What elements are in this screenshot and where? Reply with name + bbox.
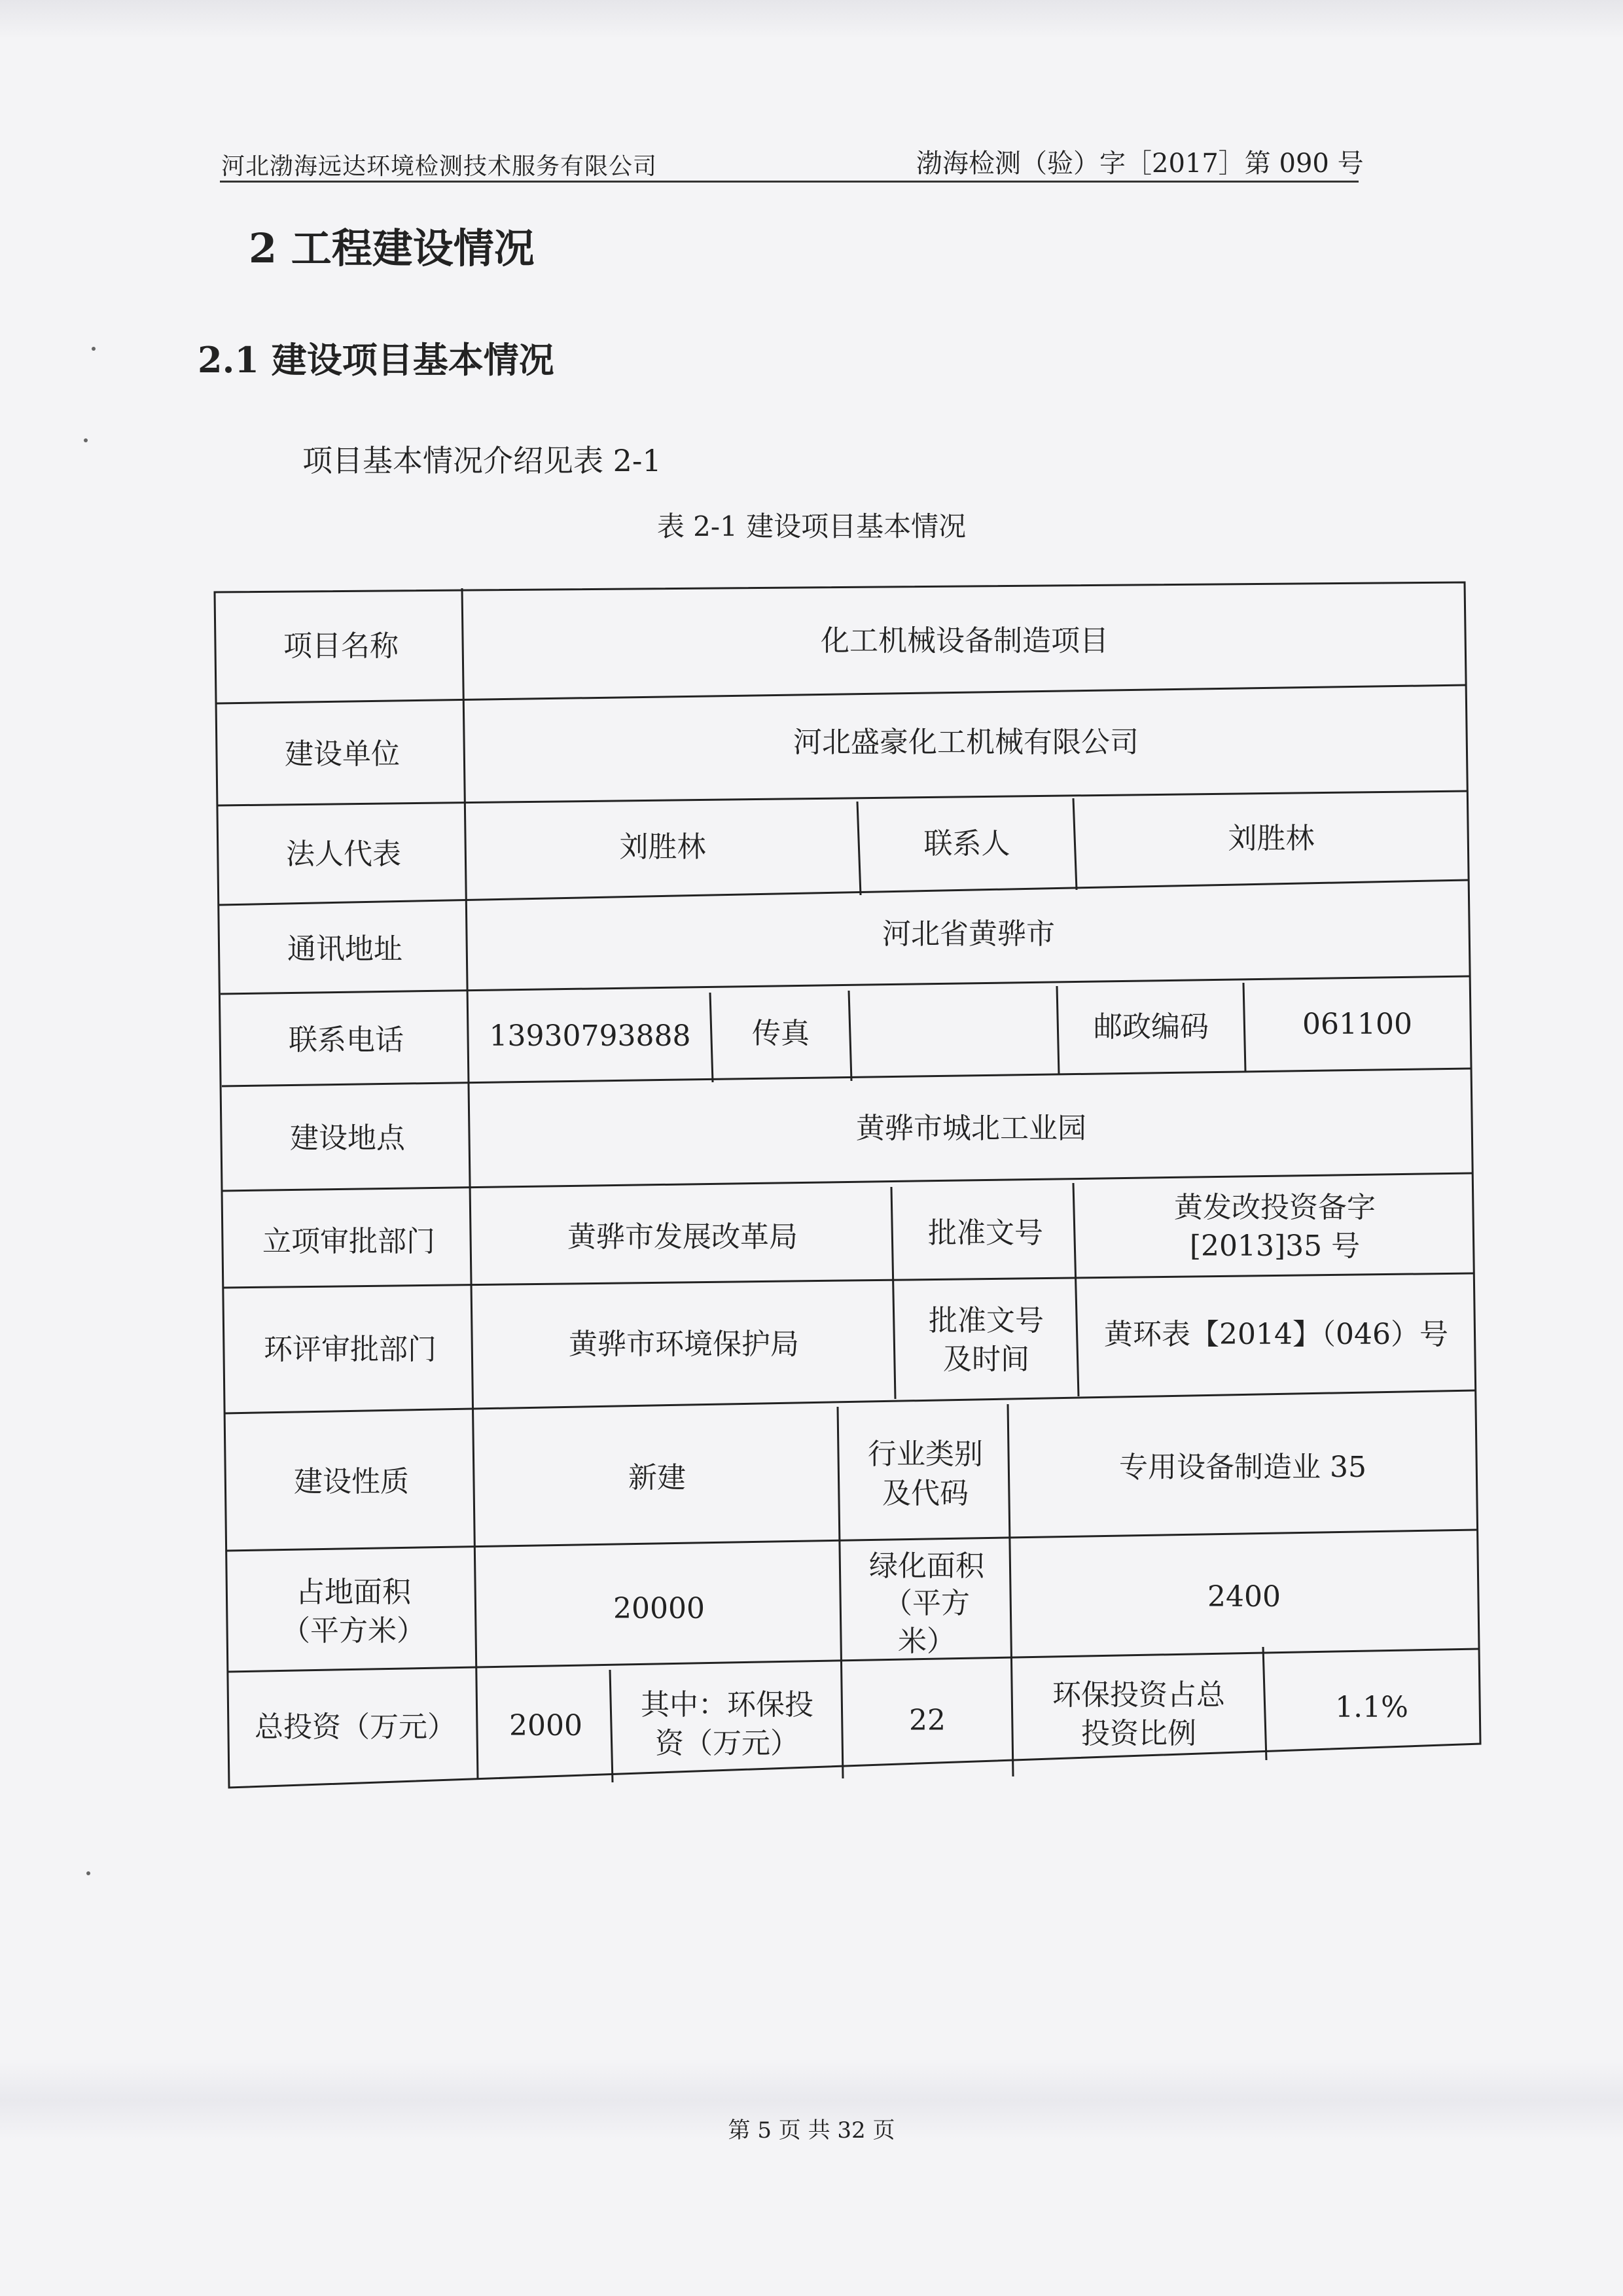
cell-address: 河北省黄骅市 [882, 917, 1055, 951]
cell-green-area-label: 绿化面积 （平方 米） [869, 1549, 984, 1658]
scan-speck [86, 1871, 90, 1875]
cell-legal-rep: 刘胜林 [619, 830, 706, 864]
cell-builder-label: 建设单位 [285, 737, 400, 771]
cell-approval-no-label: 批准文号 [928, 1216, 1043, 1250]
cell-nature-label: 建设性质 [294, 1464, 409, 1498]
cell-phone: 13930793888 [489, 1019, 691, 1053]
cell-eia-no: 黄环表【2014】（046）号 [1104, 1318, 1448, 1352]
cell-contact: 刘胜林 [1228, 822, 1315, 856]
scan-speck [92, 347, 96, 351]
cell-eia-dept: 黄骅市环境保护局 [569, 1328, 799, 1362]
cell-approval-no: 黄发改投资备字 [2013]35 号 [1174, 1190, 1376, 1263]
cell-approval-dept-label: 立项审批部门 [262, 1224, 435, 1258]
cell-industry-label: 行业类别 及代码 [868, 1438, 983, 1510]
cell-project-name-label: 项目名称 [283, 629, 399, 663]
cell-postcode: 061100 [1302, 1007, 1412, 1041]
cell-legal-rep-label: 法人代表 [286, 838, 401, 872]
cell-contact-label: 联系人 [923, 827, 1010, 861]
cell-eia-dept-label: 环评审批部门 [264, 1332, 437, 1366]
cell-address-label: 通讯地址 [287, 932, 402, 966]
cell-fax-label: 传真 [752, 1016, 810, 1050]
cell-land-area: 20000 [613, 1592, 705, 1626]
cell-phone-label: 联系电话 [289, 1023, 404, 1057]
cell-nature: 新建 [628, 1460, 686, 1494]
cell-site: 黄骅市城北工业园 [856, 1112, 1086, 1146]
header-doc-number: 渤海检测（验）字［2017］第 090 号 [916, 149, 1364, 179]
cell-total-invest: 2000 [509, 1709, 582, 1743]
cell-fax [851, 987, 1057, 1075]
header-company: 河北渤海远达环境检测技术服务有限公司 [221, 153, 658, 180]
cell-postcode-label: 邮政编码 [1094, 1010, 1209, 1044]
cell-env-ratio: 1.1% [1335, 1691, 1408, 1725]
cell-project-name: 化工机械设备制造项目 [821, 624, 1109, 658]
cell-green-area: 2400 [1207, 1580, 1281, 1614]
scan-speck [84, 438, 88, 442]
intro-text: 项目基本情况介绍见表 2-1 [302, 443, 662, 478]
cell-eia-no-label: 批准文号 及时间 [929, 1303, 1044, 1376]
cell-land-area-label: 占地面积 （平方米） [281, 1575, 425, 1648]
cell-industry: 专用设备制造业 35 [1119, 1450, 1366, 1484]
cell-site-label: 建设地点 [290, 1122, 405, 1156]
cell-env-ratio-label: 环保投资占总 投资比例 [1052, 1678, 1225, 1750]
table-caption: 表 2-1 建设项目基本情况 [656, 510, 967, 542]
section-title: 2 工程建设情况 [249, 224, 535, 272]
page-footer: 第 5 页 共 32 页 [728, 2117, 895, 2144]
subsection-title: 2.1 建设项目基本情况 [198, 339, 554, 381]
cell-total-invest-label: 总投资（万元） [255, 1710, 456, 1744]
cell-builder: 河北盛豪化工机械有限公司 [793, 726, 1139, 760]
cell-env-invest-label: 其中：环保投 资（万元） [641, 1687, 813, 1760]
cell-approval-dept: 黄骅市发展改革局 [567, 1220, 798, 1254]
cell-env-invest: 22 [909, 1704, 946, 1738]
